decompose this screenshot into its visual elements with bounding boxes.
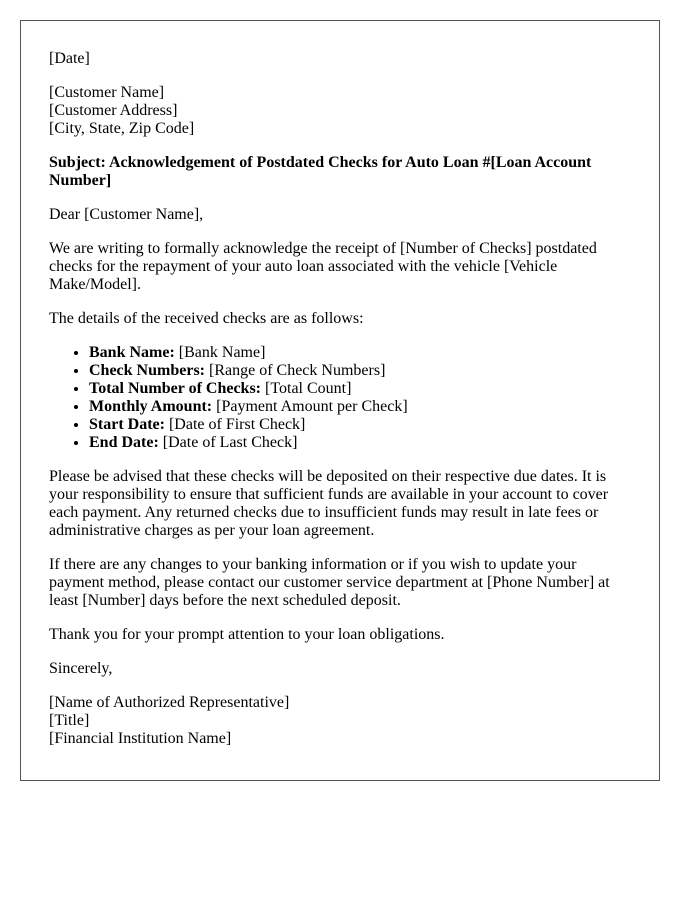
detail-label: Bank Name: [89, 344, 175, 361]
recipient-city: [City, State, Zip Code] [49, 120, 195, 137]
detail-label: End Date: [89, 434, 159, 451]
detail-label: Check Numbers: [89, 362, 205, 379]
letter-closing: Sincerely, [49, 660, 113, 677]
letter-date: [Date] [49, 50, 90, 67]
signature-institution: [Financial Institution Name] [49, 730, 232, 747]
letter-changes: If there are any changes to your banking information or if you wish to update your payment method, please contact our customer service department at [Phone Number] at least [Number] days before the next scheduled deposit. [49, 556, 610, 609]
details-intro: The details of the received checks are as follows: [49, 310, 364, 327]
detail-end-date [89, 434, 631, 452]
signature-block [49, 694, 631, 748]
detail-label: Monthly Amount: [89, 398, 213, 415]
detail-label: Start Date: [89, 416, 165, 433]
letter-intro: We are writing to formally acknowledge the receipt of [Number of Checks] postdated checks for the repayment of your auto loan associated with the vehicle [Vehicle Make/Model]. [49, 240, 597, 293]
recipient-address: [Customer Address] [49, 102, 178, 119]
detail-value: [Bank Name] [174, 344, 266, 361]
letter-greeting: Dear [Customer Name], [49, 206, 204, 223]
signature-title: [Title] [49, 712, 90, 729]
letter-page [20, 20, 660, 781]
recipient-block [49, 84, 631, 138]
detail-label: Total Number of Checks: [89, 380, 262, 397]
recipient-name: [Customer Name] [49, 84, 165, 101]
detail-monthly-amount [89, 398, 631, 416]
detail-value: [Date of First Check] [164, 416, 306, 433]
letter-advisory: Please be advised that these checks will be deposited on their respective due dates. It is your responsibility to ensure that sufficient funds are available in your account to cover each payment. Any returned checks due to insufficient funds may result in late fees or administrative charges as per your loan agreement. [49, 468, 609, 539]
letter-thanks: Thank you for your prompt attention to your loan obligations. [49, 626, 445, 643]
detail-value: [Total Count] [261, 380, 352, 397]
detail-total-checks [89, 380, 631, 398]
signature-name: [Name of Authorized Representative] [49, 694, 290, 711]
detail-bank-name [89, 344, 631, 362]
detail-check-numbers [89, 362, 631, 380]
detail-value: [Range of Check Numbers] [205, 362, 386, 379]
details-list [49, 344, 631, 452]
letter-subject: Subject: Acknowledgement of Postdated Checks for Auto Loan #[Loan Account Number] [49, 154, 592, 189]
detail-value: [Payment Amount per Check] [212, 398, 408, 415]
detail-value: [Date of Last Check] [158, 434, 298, 451]
detail-start-date [89, 416, 631, 434]
